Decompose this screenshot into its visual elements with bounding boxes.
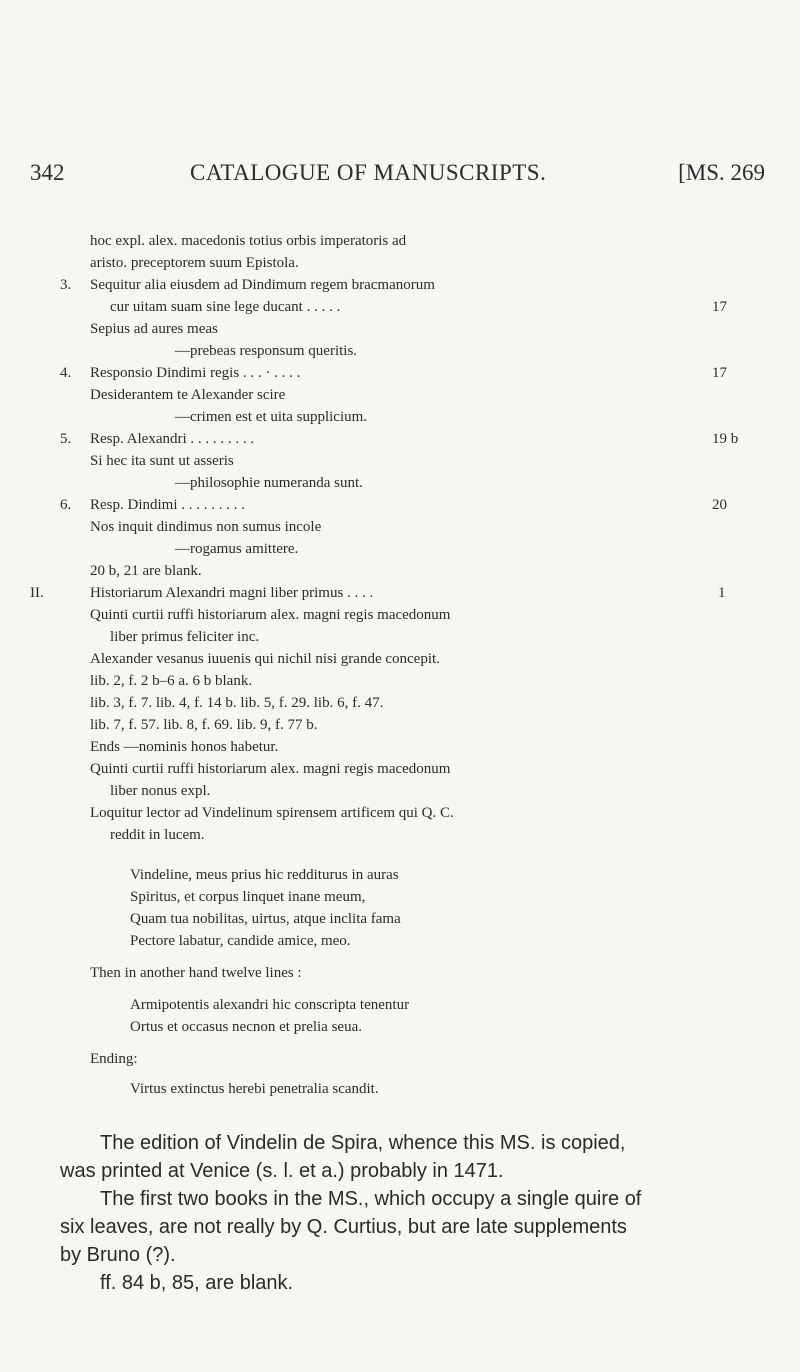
entry-6-incipit: Nos inquit dindimus non sumus incole: [90, 519, 322, 535]
entry-5-line-1: Resp. Alexandri . . . . . . . . .: [90, 431, 255, 447]
section-2-number: II.: [30, 585, 44, 601]
section-2-title: Historiarum Alexandri magni liber primus . . . .: [90, 585, 374, 601]
entry-6-blank-note: 20 b, 21 are blank.: [90, 563, 202, 579]
note-line-1: The edition of Vindelin de Spira, whence this MS. is copied,: [100, 1132, 626, 1154]
note-line-2: was printed at Venice (s. l. et a.) probably in 1471.: [60, 1160, 504, 1182]
added-line-2: Ortus et occasus necnon et prelia seua.: [130, 1019, 362, 1035]
entry-4-line-1: Responsio Dindimi regis . . . · . . . .: [90, 365, 301, 381]
page-header: [30, 160, 765, 190]
section-2-line-11: Loquitur lector ad Vindelinum spirensem artificem qui Q. C.: [90, 805, 454, 821]
entry-3-number: 3.: [60, 277, 72, 293]
section-2-line-4: Alexander vesanus iuuenis qui nichil nisi grande concepit.: [90, 651, 440, 667]
entry-4-folio: 17: [712, 365, 727, 381]
ending-label: Ending:: [90, 1051, 138, 1067]
section-2-ends: Ends —nominis honos habetur.: [90, 739, 279, 755]
section-2-line-12: reddit in lucem.: [110, 827, 205, 843]
entry-5-number: 5.: [60, 431, 72, 447]
verse-line-3: Quam tua nobilitas, uirtus, atque inclita fama: [130, 911, 401, 927]
section-2-line-7: lib. 7, f. 57. lib. 8, f. 69. lib. 9, f. 77 b.: [90, 717, 318, 733]
section-2-line-5: lib. 2, f. 2 b–6 a. 6 b blank.: [90, 673, 253, 689]
note-line-6: ff. 84 b, 85, are blank.: [100, 1272, 294, 1294]
added-line-1: Armipotentis alexandri hic conscripta tenentur: [130, 997, 410, 1013]
entry-6-number: 6.: [60, 497, 72, 513]
note-line-3: The first two books in the MS., which occupy a single quire of: [100, 1188, 642, 1210]
section-2-line-9: Quinti curtii ruffi historiarum alex. magni regis macedonum: [90, 761, 451, 777]
section-2-line-6: lib. 3, f. 7. lib. 4, f. 14 b. lib. 5, f. 29. lib. 6, f. 47.: [90, 695, 384, 711]
section-2-line-2: Quinti curtii ruffi historiarum alex. magni regis macedonum: [90, 607, 451, 623]
note-line-4: six leaves, are not really by Q. Curtius, but are late supplements: [60, 1216, 627, 1238]
entry-6-folio: 20: [712, 497, 727, 513]
verse-line-1: Vindeline, meus prius hic redditurus in auras: [130, 867, 399, 883]
entry-3-folio: 17: [712, 299, 727, 315]
entry-6-explicit: —rogamus amittere.: [175, 541, 299, 557]
entry-3-incipit: Sepius ad aures meas: [90, 321, 218, 337]
entry-3-line-2: cur uitam suam sine lege ducant . . . . .: [110, 299, 341, 315]
entry-4-incipit: Desiderantem te Alexander scire: [90, 387, 286, 403]
manuscript-number: [MS. 269: [678, 160, 765, 185]
another-hand-note: Then in another hand twelve lines :: [90, 965, 302, 981]
entry-6-line-1: Resp. Dindimi . . . . . . . . .: [90, 497, 246, 513]
intro-line-2: aristo. preceptorem suum Epistola.: [90, 255, 299, 271]
running-title: CATALOGUE OF MANUSCRIPTS.: [190, 160, 547, 185]
section-2-line-10: liber nonus expl.: [110, 783, 211, 799]
verse-line-4: Pectore labatur, candide amice, meo.: [130, 933, 351, 949]
verse-line-2: Spiritus, et corpus linquet inane meum,: [130, 889, 366, 905]
note-line-5: by Bruno (?).: [60, 1244, 176, 1266]
entry-5-incipit: Si hec ita sunt ut asseris: [90, 453, 234, 469]
section-2-line-3: liber primus feliciter inc.: [110, 629, 260, 645]
intro-line-1: hoc expl. alex. macedonis totius orbis imperatoris ad: [90, 233, 407, 249]
entry-4-number: 4.: [60, 365, 72, 381]
ending-text: Virtus extinctus herebi penetralia scandit.: [130, 1081, 379, 1097]
section-2-folio: 1: [718, 585, 726, 601]
entry-3-line-1: Sequitur alia eiusdem ad Dindimum regem bracmanorum: [90, 277, 435, 293]
entry-4-explicit: —crimen est et uita supplicium.: [175, 409, 368, 425]
entry-5-explicit: —philosophie numeranda sunt.: [175, 475, 363, 491]
entry-5-folio: 19 b: [712, 431, 739, 447]
entry-3-explicit: —prebeas responsum queritis.: [175, 343, 358, 359]
page-number: 342: [30, 160, 65, 185]
